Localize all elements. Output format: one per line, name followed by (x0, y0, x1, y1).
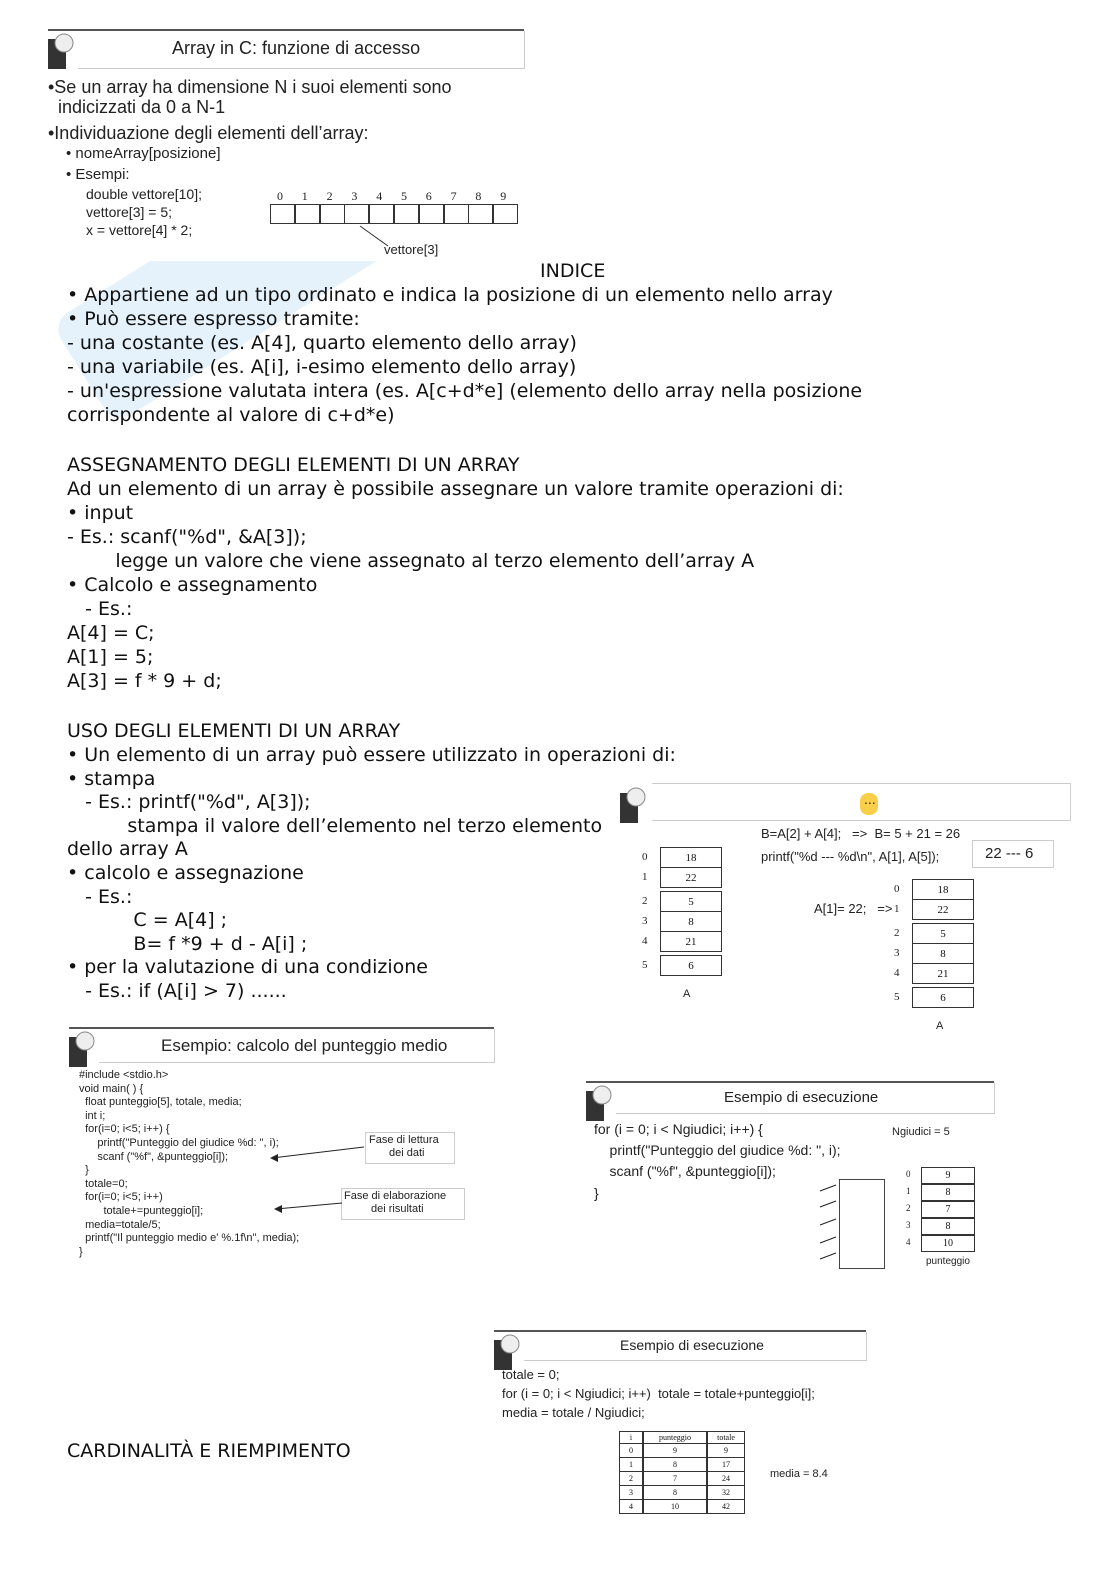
code-line: printf("Il punteggio medio e' %.1f\n", media); (79, 1232, 300, 1245)
slide-execution-total (494, 1330, 866, 1526)
array-label-a2: A (936, 1020, 944, 1032)
slide-average-example (69, 1027, 494, 1275)
table-cell: 8 (643, 1458, 707, 1472)
array-index: 4 (376, 189, 383, 203)
table-cell: 3 (619, 1486, 643, 1500)
array-index: 7 (450, 189, 457, 203)
array-index: 0 (642, 851, 648, 863)
ngiudici-label: Ngiudici = 5 (892, 1126, 950, 1138)
array-cell (369, 204, 394, 224)
array-index: 1 (301, 189, 308, 203)
array-cell (444, 204, 469, 224)
code-line: for (i = 0; i < Ngiudici; i++) { (594, 1121, 763, 1137)
array-index: 1 (642, 871, 648, 883)
table-cell: 42 (707, 1500, 745, 1514)
array-index: 6 (425, 189, 432, 203)
uso-line: stampa il valore dell’elemento nel terzo elemento (67, 814, 603, 837)
uso-heading: USO DEGLI ELEMENTI DI UN ARRAY (67, 720, 401, 742)
slide-array-usage (620, 783, 1070, 1038)
table-cell: 1 (619, 1458, 643, 1472)
code-line: scanf ("%f", &punteggio[i]); (79, 1150, 229, 1163)
uso-line: - Es.: (67, 885, 133, 908)
array-cell: 9 (921, 1167, 975, 1184)
indice-line: - un'espressione valutata intera (es. A[c+d*e] (elemento dello array nella posizione (67, 380, 863, 402)
equation-sum: B=A[2] + A[4]; => B= 5 + 21 = 26 (761, 826, 961, 841)
array-index: 2 (326, 189, 333, 203)
table-cell: 17 (707, 1458, 745, 1472)
slide-title: Esempio: calcolo del punteggio medio (161, 1036, 448, 1055)
array-cell (419, 204, 444, 224)
slide-title: Array in C: funzione di accesso (172, 38, 421, 58)
array-cell: 18 (912, 879, 974, 900)
note-read-line2: dei dati (389, 1147, 425, 1159)
code-line: totale+=punteggio[i]; (79, 1205, 204, 1217)
table-cell: 2 (619, 1472, 643, 1486)
assign-statement: A[1]= 22; => (814, 901, 893, 916)
indice-line: corrispondente al valore di c+d*e) (67, 404, 395, 426)
sub-bullet-syntax: • nomeArray[posizione] (66, 145, 221, 162)
array-index: 1 (906, 1186, 911, 1196)
array-cell (270, 204, 295, 224)
code-line: printf("Punteggio del giudice %d: ", i); (594, 1142, 841, 1158)
uso-line: • Un elemento di un array può essere utilizzato in operazioni di: (67, 744, 676, 766)
assegnamento-line: - Es.: (67, 598, 133, 620)
code-line: int i; (79, 1109, 106, 1122)
table-cell: 9 (707, 1444, 745, 1458)
array-index: 9 (500, 189, 507, 203)
code-line: totale=0; (79, 1177, 128, 1190)
array-index: 3 (894, 947, 900, 959)
uso-line: B= f *9 + d - A[i] ; (67, 932, 308, 955)
slide-title: Esempio di esecuzione (724, 1089, 879, 1106)
slide-array-access (48, 29, 524, 261)
note-arrows (264, 1142, 374, 1222)
output-text: 22 --- 6 (985, 845, 1034, 862)
uso-line: - Es.: printf("%d", A[3]); (67, 791, 311, 814)
array-cell: 21 (912, 963, 974, 984)
array-cell: 22 (660, 867, 722, 888)
table-header: punteggio (643, 1431, 707, 1444)
table-cell: 8 (643, 1486, 707, 1500)
sub-bullet-examples: • Esempi: (66, 166, 130, 183)
pointer-label: vettore[3] (384, 242, 439, 257)
uso-line: dello array A (67, 838, 188, 861)
note-read-line1: Fase di lettura (369, 1134, 439, 1146)
equation-printf: printf("%d --- %d\n", A[1], A[5]); (761, 849, 940, 864)
array-cell: 8 (921, 1218, 975, 1235)
array-index: 5 (894, 991, 900, 1003)
array-cell: 7 (921, 1201, 975, 1218)
indice-line: - una variabile (es. A[i], i-esimo elemento dello array) (67, 356, 577, 378)
table-cell: 0 (619, 1444, 643, 1458)
array-index: 0 (277, 189, 283, 203)
table-cell: 7 (643, 1472, 707, 1486)
code-line: } (79, 1164, 89, 1177)
indice-heading: INDICE (540, 260, 606, 282)
array-cell (493, 204, 518, 224)
indice-line: - una costante (es. A[4], quarto elemento dello array) (67, 332, 577, 354)
indice-line: • Può essere espresso tramite: (67, 308, 360, 330)
array-label-a: A (683, 988, 691, 1000)
array-cell (320, 204, 345, 224)
code-line: totale = 0; (502, 1367, 560, 1382)
array-index: 1 (894, 903, 900, 915)
array-cell: 5 (660, 891, 722, 912)
uso-line: • per la valutazione di una condizione (67, 956, 428, 979)
table-cell: 32 (707, 1486, 745, 1500)
array-cell: 8 (912, 943, 974, 964)
array-index: 4 (642, 935, 648, 947)
code-line: } (79, 1245, 83, 1258)
array-index: 3 (642, 915, 648, 927)
array-cell: 6 (660, 955, 722, 976)
cardinalita-heading: CARDINALITÀ E RIEMPIMENTO (67, 1440, 351, 1462)
array-index: 2 (642, 895, 648, 907)
assegnamento-line: legge un valore che viene assegnato al terzo elemento dell’array A (67, 550, 755, 572)
array-cell: 21 (660, 931, 722, 952)
array-index: 4 (894, 967, 900, 979)
assegnamento-line: A[4] = C; (67, 622, 155, 644)
table-cell: 4 (619, 1500, 643, 1514)
indice-line: • Appartiene ad un tipo ordinato e indica la posizione di un elemento nello array (67, 284, 833, 306)
bullet-dimension-line1: •Se un array ha dimensione N i suoi elementi sono (48, 77, 452, 97)
array-index: 3 (906, 1220, 911, 1230)
input-box (839, 1179, 885, 1269)
note-process-line1: Fase di elaborazione (344, 1190, 447, 1202)
example-line-3: x = vettore[4] * 2; (86, 222, 193, 238)
bullet-access: •Individuazione degli elementi dell’array: (48, 123, 369, 143)
slide-logo-icon (586, 1083, 614, 1121)
example-line-1: double vettore[10]; (86, 186, 202, 202)
code-line: for (i = 0; i < Ngiudici; i++) totale = totale+punteggio[i]; (502, 1386, 815, 1401)
array-index: 0 (906, 1169, 911, 1179)
array-index: 0 (894, 883, 900, 895)
code-line: media=totale/5; (79, 1218, 161, 1231)
array-cell: 8 (660, 911, 722, 932)
table-header: totale (707, 1431, 745, 1444)
uso-line: C = A[4] ; (67, 909, 228, 932)
array-cell (295, 204, 320, 224)
table-cell: 24 (707, 1472, 745, 1486)
array-cell: 6 (912, 987, 974, 1008)
note-process-line2: dei risultati (371, 1203, 424, 1215)
code-line: } (594, 1185, 599, 1201)
assegnamento-line: • input (67, 502, 134, 524)
array-index: 3 (351, 189, 358, 203)
media-result: media = 8.4 (770, 1468, 828, 1480)
array-label: punteggio (926, 1256, 970, 1267)
array-cell: 8 (921, 1184, 975, 1201)
bullet-dimension-line2: indicizzati da 0 a N-1 (58, 97, 226, 117)
assegnamento-line: A[1] = 5; (67, 646, 154, 668)
array-index: 5 (401, 189, 407, 203)
array-cell: 10 (921, 1235, 975, 1252)
slide-logo-icon (69, 1029, 97, 1067)
array-cell (468, 204, 493, 224)
array-cell: 18 (660, 847, 722, 868)
input-arrows (816, 1181, 841, 1266)
assegnamento-line: - Es.: scanf("%d", &A[3]); (67, 526, 307, 548)
slide-logo-icon (48, 31, 76, 69)
assegnamento-line: A[3] = f * 9 + d; (67, 670, 222, 692)
code-line: float punteggio[5], totale, media; (79, 1096, 242, 1109)
array-index: 2 (894, 927, 900, 939)
array-cell (344, 204, 369, 224)
code-line: void main( ) { (79, 1082, 144, 1095)
slide-execution-input (586, 1081, 994, 1294)
array-cell (394, 204, 419, 224)
code-line: for(i=0; i<5; i++) { (79, 1123, 170, 1136)
uso-line: - Es.: if (A[i] > 7) ...... (67, 980, 287, 1002)
code-line: media = totale / Ngiudici; (502, 1405, 645, 1420)
array-cell: 5 (912, 923, 974, 944)
slide-logo-icon (494, 1332, 522, 1370)
table-header: i (619, 1431, 643, 1444)
array-index: 5 (642, 959, 648, 971)
table-cell: 9 (643, 1444, 707, 1458)
slide-title: Esempio di esecuzione (620, 1337, 764, 1353)
code-line: #include <stdio.h> (79, 1069, 169, 1081)
assegnamento-heading: ASSEGNAMENTO DEGLI ELEMENTI DI UN ARRAY (67, 454, 520, 476)
array-index: 2 (906, 1203, 911, 1213)
assegnamento-line: • Calcolo e assegnamento (67, 574, 318, 596)
example-line-2: vettore[3] = 5; (86, 204, 172, 220)
assegnamento-line: Ad un elemento di un array è possibile assegnare un valore tramite operazioni di: (67, 478, 844, 500)
array-cell: 22 (912, 899, 974, 920)
uso-line: • stampa (67, 767, 156, 790)
array-index: 4 (906, 1237, 911, 1247)
table-cell: 10 (643, 1500, 707, 1514)
code-line: printf("Punteggio del giudice %d: ", i); (79, 1137, 279, 1149)
array-index: 8 (475, 189, 482, 203)
code-line: scanf ("%f", &punteggio[i]); (594, 1163, 776, 1179)
code-line: for(i=0; i<5; i++) (79, 1191, 163, 1204)
title-marker: ... (864, 791, 876, 807)
slide-logo-icon (620, 785, 648, 823)
uso-line: • calcolo e assegnazione (67, 862, 304, 884)
